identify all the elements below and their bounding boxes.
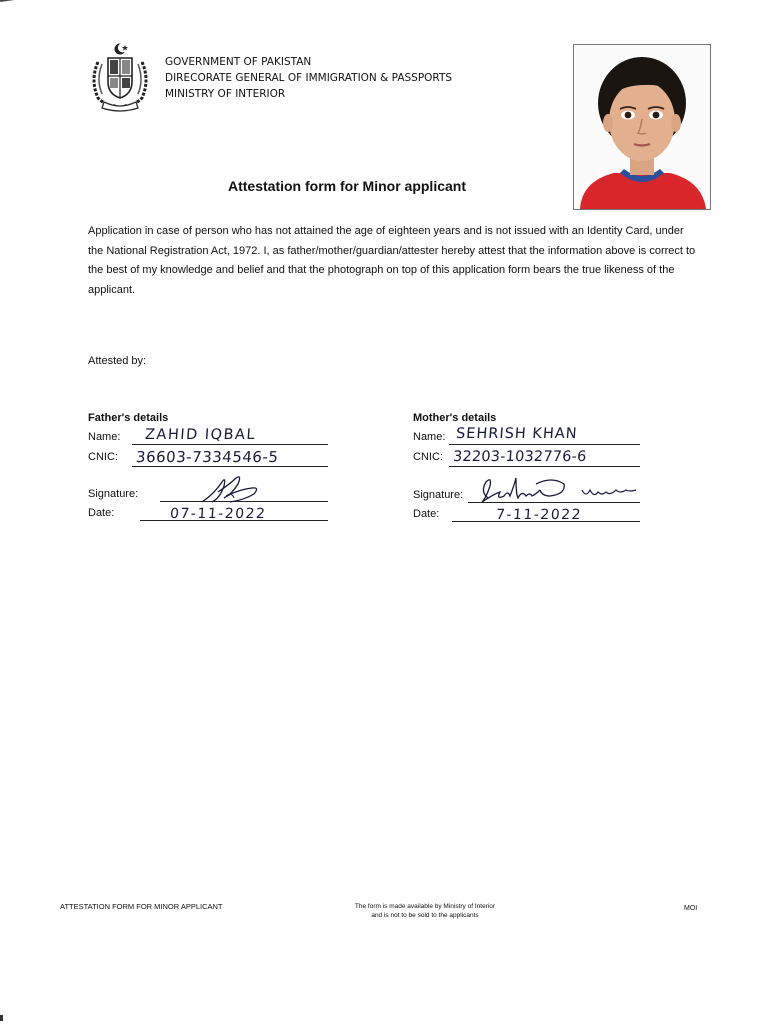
mother-details-heading: Mother's details — [413, 412, 497, 424]
form-title: Attestation form for Minor applicant — [228, 178, 466, 194]
footer-notice — [320, 903, 530, 920]
father-cnic-value[interactable]: 36603-7334546-5 — [135, 448, 280, 466]
scan-edge-mark — [0, 0, 24, 2]
footer-moi: MOI — [684, 905, 698, 912]
footer-notice-line1: The form is made available by Ministry of Interior — [354, 903, 496, 910]
government-title: GOVERNMENT OF PAKISTAN — [165, 56, 312, 68]
mother-cnic-value[interactable]: 32203-1032776-6 — [452, 449, 587, 465]
father-name-value[interactable]: ZAHID IQBAL — [144, 427, 257, 443]
mother-date-label: Date: — [413, 508, 440, 520]
mother-signature-label: Signature: — [413, 489, 464, 501]
state-emblem-icon — [88, 42, 152, 112]
ministry-title: MINISTRY OF INTERIOR — [165, 88, 286, 100]
father-name-line — [132, 444, 328, 445]
footer-form-name: ATTESTATION FORM FOR MINOR APPLICANT — [60, 902, 223, 911]
mother-name-line — [449, 444, 640, 445]
scan-edge-mark — [0, 1015, 3, 1021]
applicant-photo — [573, 44, 711, 210]
directorate-title: DIRECORATE GENERAL OF IMMIGRATION & PASSPORTS — [165, 72, 453, 84]
mother-name-label: Name: — [413, 431, 446, 443]
declaration-text: Application in case of person who has not attained the age of eighteen years and is not issued with an Identity Card, under the National Registration Act, 1972. I, as father/mother/guardian/attester hereby attest that the information above is correct to the best of my knowledge and belief and that the photograph on top of this application form bears the true likeness of the applicant. — [88, 225, 696, 296]
issuing-authority — [165, 54, 452, 102]
father-signature-label: Signature: — [88, 488, 139, 500]
father-name-label: Name: — [88, 431, 121, 443]
father-date-value[interactable]: 07-11-2022 — [169, 506, 267, 522]
footer-notice-line2: and is not to be sold to the applicants — [371, 911, 479, 919]
mother-name-value[interactable]: SEHRISH KHAN — [455, 426, 579, 442]
mother-cnic-line — [449, 466, 640, 467]
father-date-label: Date: — [88, 507, 115, 519]
father-cnic-label: CNIC: — [88, 451, 118, 463]
father-signature-image[interactable] — [196, 472, 266, 508]
mother-date-value[interactable]: 7-11-2022 — [495, 507, 583, 523]
attested-by-label: Attested by: — [88, 355, 147, 367]
mother-cnic-label: CNIC: — [413, 451, 443, 463]
mother-signature-image[interactable] — [470, 472, 640, 508]
father-cnic-line — [132, 466, 328, 467]
father-details-heading: Father's details — [88, 412, 169, 424]
